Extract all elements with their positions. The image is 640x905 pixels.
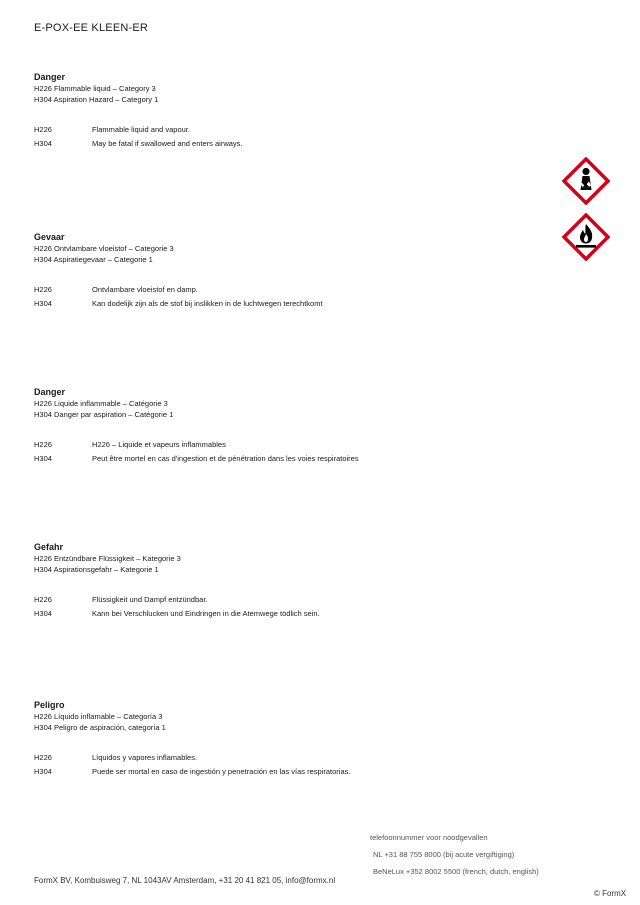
statement-code: H304 [34, 299, 52, 308]
hazard-class: H304 Aspirationsgefahr – Kategorie 1 [34, 565, 159, 574]
statement-code: H304 [34, 767, 52, 776]
copyright-notice: © FormX [594, 889, 627, 898]
statement-code: H226 [34, 285, 52, 294]
statement-text: Kann bei Verschlucken und Eindringen in die Atemwege tödlich sein. [92, 609, 320, 618]
emergency-phone-benelux: BeNeLux +352 8002 5500 (french, dutch, english) [373, 867, 539, 876]
hazard-statement [34, 751, 554, 765]
signal-word: Gefahr [34, 542, 64, 552]
signal-word: Danger [34, 72, 66, 82]
hazard-statement [34, 283, 554, 297]
hazard-statement [34, 765, 554, 779]
hazard-class: H304 Peligro de aspiración, categoría 1 [34, 723, 166, 732]
hazard-section-de [34, 542, 554, 621]
hazard-class: H226 Liquide inflammable – Catégorie 3 [34, 399, 168, 408]
hazard-class: H304 Aspiration Hazard – Category 1 [34, 95, 159, 104]
hazard-class: H226 Entzündbare Flüssigkeit – Kategorie 3 [34, 554, 181, 563]
company-footer: FormX BV, Kombuisweg 7, NL 1043AV Amsterdam, +31 20 41 821 05, info@formx.nl [34, 876, 336, 885]
hazard-section-fr [34, 387, 554, 466]
hazard-statement [34, 452, 554, 466]
statement-text: Peut être mortel en cas d'ingestion et de pénétration dans les voies respiratoires [92, 454, 359, 463]
statement-text: Puede ser mortal en caso de ingestión y penetración en las vías respiratorias. [92, 767, 351, 776]
statement-code: H304 [34, 454, 52, 463]
flame-icon [562, 213, 610, 261]
signal-word: Peligro [34, 700, 65, 710]
hazard-section-nl [34, 232, 554, 311]
hazard-statement [34, 297, 554, 311]
hazard-statement [34, 607, 554, 621]
hazard-class: H226 Líquido inflamable – Categoría 3 [34, 712, 163, 721]
emergency-heading: telefoonnummer voor noodgevallen [370, 833, 488, 842]
statement-code: H226 [34, 440, 52, 449]
signal-word: Danger [34, 387, 66, 397]
statement-code: H304 [34, 609, 52, 618]
statement-code: H226 [34, 125, 52, 134]
statement-text: Kan dodelijk zijn als de stof bij inslikken in de luchtwegen terechtkomt [92, 299, 323, 308]
hazard-class: H304 Danger par aspiration – Catégorie 1 [34, 410, 174, 419]
hazard-section-en [34, 72, 554, 151]
statement-code: H304 [34, 139, 52, 148]
product-title: E-POX-EE KLEEN-ER [34, 22, 149, 34]
hazard-class: H226 Flammable liquid – Category 3 [34, 84, 156, 93]
statement-text: May be fatal if swallowed and enters airways. [92, 139, 243, 148]
statement-code: H226 [34, 753, 52, 762]
statement-code: H226 [34, 595, 52, 604]
hazard-statement [34, 137, 554, 151]
statement-text: Líquidos y vapores inflamables. [92, 753, 198, 762]
statement-text: Flammable liquid and vapour. [92, 125, 190, 134]
statement-text: H226 – Liquide et vapeurs inflammables [92, 440, 226, 449]
statement-text: Flüssigkeit und Dampf entzündbar. [92, 595, 208, 604]
hazard-class: H304 Aspiratiegevaar – Categorie 1 [34, 255, 153, 264]
statement-text: Ontvlambare vloeistof en damp. [92, 285, 198, 294]
hazard-statement [34, 438, 554, 452]
hazard-class: H226 Ontvlambare vloeistof – Categorie 3 [34, 244, 174, 253]
signal-word: Gevaar [34, 232, 65, 242]
hazard-section-es [34, 700, 554, 779]
emergency-phone-nl: NL +31 88 755 8000 (bij acute vergiftiging) [373, 850, 515, 859]
health-hazard-icon [562, 157, 610, 205]
emergency-contact [370, 829, 539, 880]
hazard-statement [34, 593, 554, 607]
hazard-statement [34, 123, 554, 137]
